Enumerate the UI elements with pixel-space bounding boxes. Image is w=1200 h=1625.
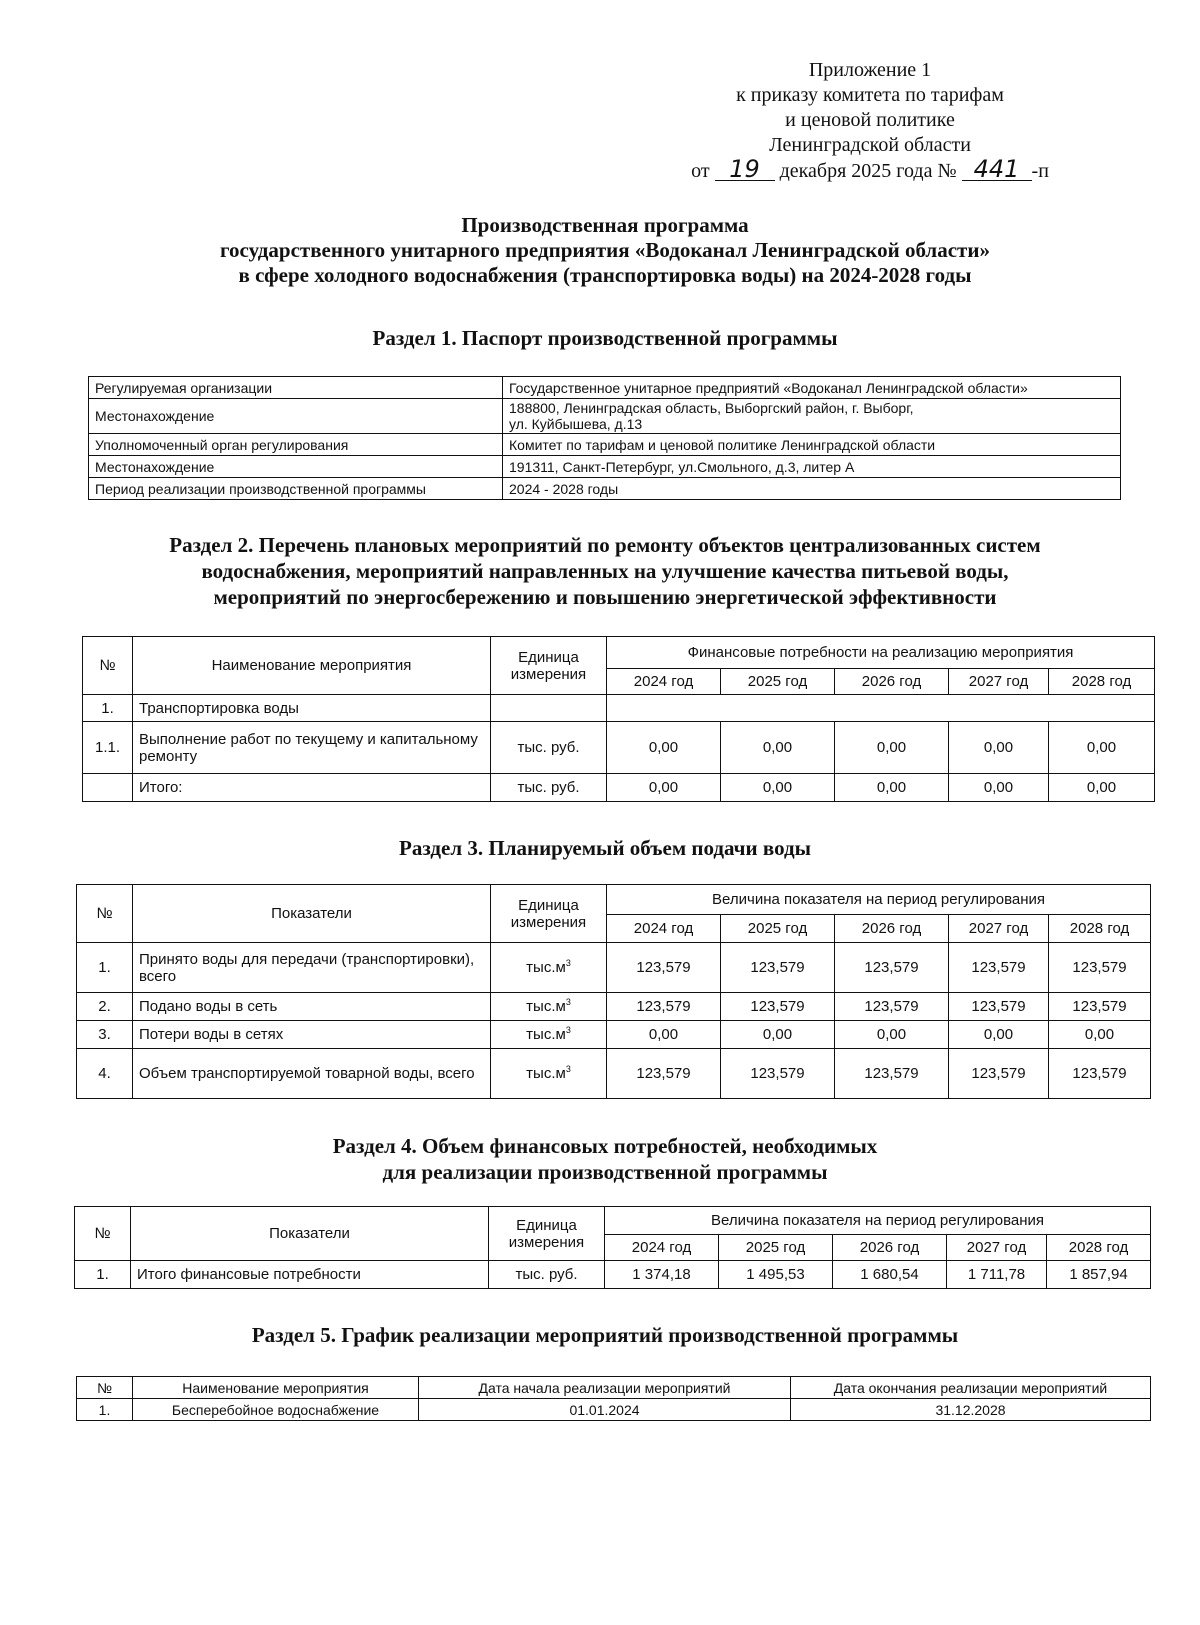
section1-heading: Раздел 1. Паспорт производственной программы	[372, 326, 838, 350]
section4-heading: Раздел 4. Объем финансовых потребностей, необходимых для реализации производственной программы	[332, 1134, 878, 1184]
section3-heading: Раздел 3. Планируемый объем подачи воды	[399, 836, 811, 860]
table-header-row: № Показатели Единица измерения Величина показателя на период регулирования	[77, 885, 1151, 915]
header-line: Ленинградской области	[769, 134, 971, 156]
table-row: Местонахождение 188800, Ленинградская область, Выборгский район, г. Выборг, ул. Куйбышева, д.13	[89, 399, 1121, 434]
table-row: Местонахождение 191311, Санкт-Петербург, ул.Смольного, д.3, литер А	[89, 456, 1121, 478]
header-line: и ценовой политике	[785, 109, 955, 131]
table-row: 1. Бесперебойное водоснабжение 01.01.2024 31.12.2028	[77, 1399, 1151, 1421]
handwritten-day: 19	[715, 158, 775, 181]
handwritten-number: 441	[962, 158, 1032, 181]
table-header-row: 2024 год 2025 год 2026 год 2027 год 2028 год	[77, 915, 1151, 943]
table-header-row: 2024 год 2025 год 2026 год 2027 год 2028 год	[83, 669, 1155, 695]
volume-table	[76, 884, 1151, 1099]
table-row: Период реализации производственной программы 2024 - 2028 годы	[89, 478, 1121, 500]
finance-table	[74, 1206, 1151, 1289]
header-line: Приложение 1	[808, 59, 932, 81]
document-header	[640, 58, 1100, 184]
table-row: Итого: тыс. руб. 0,00 0,00 0,00 0,00 0,00	[83, 774, 1155, 802]
table-row: 4. Объем транспортируемой товарной воды, всего $тыс.м^3$ 123,579 123,579 123,579 123,579 123,579	[77, 1049, 1151, 1099]
table-row: Регулируемая организации Государственное унитарное предприятий «Водоканал Ленинградской области»	[89, 377, 1121, 399]
table-row: 1. Итого финансовые потребности тыс. руб. 1 374,18 1 495,53 1 680,54 1 711,78 1 857,94	[75, 1261, 1151, 1289]
table-row: 1. Транспортировка воды	[83, 695, 1155, 722]
table-header-row: № Показатели Единица измерения Величина показателя на период регулирования	[75, 1207, 1151, 1235]
table-row: Уполномоченный орган регулирования Комитет по тарифам и ценовой политике Ленинградской области	[89, 434, 1121, 456]
table-header-row: № Наименование мероприятия Единица измерения Финансовые потребности на реализацию мероприятия	[83, 637, 1155, 669]
passport-table	[88, 376, 1121, 500]
measures-table	[82, 636, 1155, 802]
table-header-row: 2024 год 2025 год 2026 год 2027 год 2028 год	[75, 1235, 1151, 1261]
table-header-row: № Наименование мероприятия Дата начала реализации мероприятий Дата окончания реализации мероприятий	[77, 1377, 1151, 1399]
table-row: 1.1. Выполнение работ по текущему и капитальному ремонту тыс. руб. 0,00 0,00 0,00 0,00 0,00	[83, 722, 1155, 774]
table-row: 1. Принято воды для передачи (транспортировки), всего $тыс.м^3$ 123,579 123,579 123,579 123,579 123,579	[77, 943, 1151, 993]
table-row: 3. Потери воды в сетях $тыс.м^3$ 0,00 0,00 0,00 0,00 0,00	[77, 1021, 1151, 1049]
order-date-line: от 19 декабря 2025 года № 441 -п	[691, 155, 1049, 183]
schedule-table	[76, 1376, 1151, 1421]
document-title: Производственная программа государственного унитарного предприятия «Водоканал Ленинградской области» в сфере холодного водоснабжения (транспортировка воды) на 2024-2028 годы	[220, 213, 990, 287]
header-line: к приказу комитета по тарифам	[736, 84, 1004, 106]
table-row: 2. Подано воды в сеть $тыс.м^3$ 123,579 123,579 123,579 123,579 123,579	[77, 993, 1151, 1021]
section2-heading: Раздел 2. Перечень плановых мероприятий по ремонту объектов централизованных систем водоснабжения, мероприятий направленных на улучшение качества питьевой воды, мероприятий по энергосбережению и повышению энергетической эффективности	[169, 533, 1041, 609]
section5-heading: Раздел 5. График реализации мероприятий производственной программы	[251, 1323, 959, 1347]
